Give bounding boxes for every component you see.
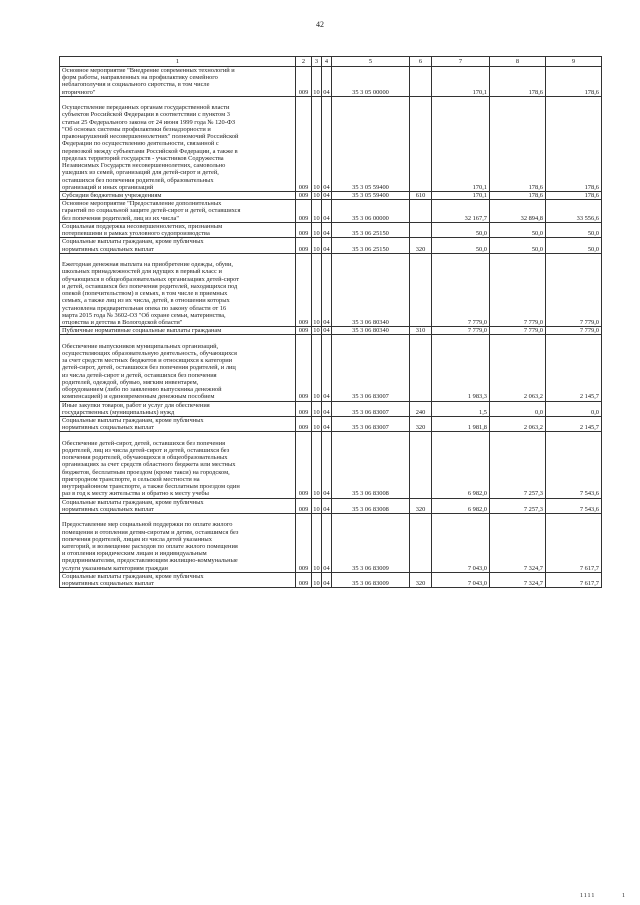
row-value: 35 3 05 00000 (332, 67, 410, 97)
header-cell: 1 (60, 57, 296, 67)
row-value: 320 (410, 417, 432, 432)
page-number: 42 (316, 20, 324, 29)
row-value: 10 (312, 96, 322, 191)
row-value: 2 063,2 (490, 335, 546, 401)
row-value: 6 982,0 (432, 432, 490, 498)
table-row (60, 96, 602, 191)
row-value: 7 779,0 (432, 327, 490, 335)
table-row (60, 253, 602, 326)
header-cell: 4 (322, 57, 332, 67)
row-value: 35 3 05 59400 (332, 96, 410, 191)
row-value (410, 432, 432, 498)
row-value: 178,6 (490, 67, 546, 97)
row-value: 50,0 (432, 238, 490, 253)
row-value: 1,5 (432, 401, 490, 416)
row-value: 7 779,0 (546, 253, 602, 326)
row-description: Обеспечение выпускников муниципальных организаций, осуществляющих образовательную деятельность, обучающихся за счет средств местных бюджетов и относящихся к категории детей-сирот, детей, оставшихся без попечения родителей, и лиц из числа детей-сирот и детей, оставшихся без попечения родителей, одеждой, обувью, мягким инвентарем, оборудованием (либо по заявлению выпускника денежной компенсацией) и единовременным денежным пособием (60, 335, 296, 401)
row-description: Ежегодная денежная выплата на приобретение одежды, обуви, школьных принадлежностей для идущих в первый класс и обучающихся в общеобразовательных организациях детей-сирот и детей, оставшихся без попечения родителей, находящихся под опекой (попечительством) в семьях, в том числе в приемных семьях, а также лиц из их числа, детей, в отношении которых установлена предварительная опека по закону области от 16 марта 2015 года № 3602-ОЗ "Об охране семьи, материнства, отцовства и детства в Вологодской области" (60, 253, 296, 326)
row-value: 009 (296, 572, 312, 587)
row-value: 35 3 06 83008 (332, 432, 410, 498)
row-value: 04 (322, 200, 332, 223)
row-value: 178,6 (546, 191, 602, 199)
row-description: Социальные выплаты гражданам, кроме публичных нормативных социальных выплат (60, 498, 296, 513)
row-value: 35 3 06 83009 (332, 572, 410, 587)
row-value: 2 063,2 (490, 417, 546, 432)
table-row (60, 335, 602, 401)
row-description: Социальные выплаты гражданам, кроме публичных нормативных социальных выплат (60, 572, 296, 587)
row-value: 320 (410, 572, 432, 587)
table-row (60, 191, 602, 199)
row-value: 7 617,7 (546, 514, 602, 573)
row-value: 10 (312, 498, 322, 513)
row-value: 50,0 (546, 238, 602, 253)
row-value: 7 324,7 (490, 514, 546, 573)
row-description: Социальная поддержка несовершеннолетних, признанным потерпевшими в рамках уголовного судопроизводства (60, 222, 296, 237)
row-value: 10 (312, 335, 322, 401)
row-value: 009 (296, 514, 312, 573)
row-value: 35 3 06 83007 (332, 401, 410, 416)
row-value: 170,1 (432, 96, 490, 191)
row-value: 50,0 (546, 222, 602, 237)
row-value: 009 (296, 96, 312, 191)
row-value: 04 (322, 498, 332, 513)
row-value: 2 145,7 (546, 335, 602, 401)
row-description: Основное мероприятие "Предоставление дополнительных гарантий по социальной защите детей-сирот и детей, оставшихся без попечения родителей, лиц из их числа" (60, 200, 296, 223)
budget-table (59, 56, 602, 588)
row-value: 2 145,7 (546, 417, 602, 432)
row-value: 6 982,0 (432, 498, 490, 513)
row-value: 04 (322, 514, 332, 573)
row-value: 04 (323, 191, 330, 199)
row-value: 04 (322, 67, 332, 97)
header-cell: 8 (490, 57, 546, 67)
row-description: Социальные выплаты гражданам, кроме публичных нормативных социальных выплат (60, 238, 296, 253)
row-value: 10 (313, 327, 320, 335)
header-cell: 9 (546, 57, 602, 67)
table-row (60, 417, 602, 432)
row-value (410, 222, 432, 237)
table-row (60, 67, 602, 97)
row-description: Осуществление переданных органам государственной власти субъектов Российской Федерации в соответствии с пунктом 3 статьи 25 Федерального закона от 24 июня 1999 года № 120-ФЗ "Об основах системы профилактики безнадзорности и правонарушений несовершеннолетних" полномочий Российской Федерации по осуществлению деятельности, связанной с перевозкой между субъектами Российской Федерации, а также в пределах территорий государств - участников Содружества Независимых Государств несовершеннолетних, самовольно ушедших из семей, организаций для детей-сирот и детей, оставшихся без попечения родителей, образовательных организаций и иных организаций (60, 96, 296, 191)
row-value: 32 894,8 (490, 200, 546, 223)
row-value: 50,0 (432, 222, 490, 237)
row-value: 04 (322, 222, 332, 237)
row-value: 320 (410, 498, 432, 513)
scan-mark: 1 (622, 893, 625, 899)
row-value: 35 3 06 80340 (332, 253, 410, 326)
row-description: Субсидии бюджетным учреждениям (60, 191, 296, 199)
row-description: Социальные выплаты гражданам, кроме публичных нормативных социальных выплат (60, 417, 296, 432)
row-value: 10 (312, 222, 322, 237)
row-value: 610 (410, 191, 432, 199)
row-value: 009 (296, 67, 312, 97)
row-value: 7 617,7 (546, 572, 602, 587)
row-value (410, 96, 432, 191)
row-value: 10 (312, 238, 322, 253)
row-value: 7 324,7 (490, 572, 546, 587)
row-value: 7 043,0 (432, 572, 490, 587)
row-value: 009 (296, 238, 312, 253)
table-row (60, 222, 602, 237)
row-value (410, 335, 432, 401)
row-value: 310 (410, 327, 432, 335)
row-value: 009 (296, 432, 312, 498)
row-value: 35 3 06 83007 (332, 335, 410, 401)
row-value: 35 3 06 00000 (332, 200, 410, 223)
row-value: 1 983,3 (432, 335, 490, 401)
row-description: Предоставление мер социальной поддержки по оплате жилого помещения и отопления детям-сиротам и детям, оставшимся без попечения родителей, лицам из числа детей указанных категорий, и возмещение расходов по оплате жилого помещения и отопления юридическим лицам и индивидуальным предпринимателям, предоставляющим жилищно-коммунальные услуги указанным категориям граждан (60, 514, 296, 573)
row-value: 7 779,0 (490, 327, 546, 335)
row-value: 7 779,0 (546, 327, 602, 335)
row-value (410, 200, 432, 223)
row-value: 33 556,6 (546, 200, 602, 223)
table-row (60, 572, 602, 587)
table-row (60, 432, 602, 498)
row-value: 04 (322, 253, 332, 326)
table-row (60, 200, 602, 223)
row-value: 10 (312, 572, 322, 587)
row-value: 10 (313, 191, 320, 199)
row-value: 10 (312, 514, 322, 573)
table-row (60, 327, 602, 335)
row-value: 04 (322, 417, 332, 432)
row-value (410, 67, 432, 97)
row-value (410, 514, 432, 573)
row-value: 7 779,0 (490, 253, 546, 326)
row-value: 009 (296, 498, 312, 513)
row-value: 35 3 06 80340 (332, 327, 410, 335)
header-cell: 3 (312, 57, 322, 67)
row-value: 35 3 06 83008 (332, 498, 410, 513)
row-value: 7 779,0 (432, 253, 490, 326)
header-row (60, 57, 602, 67)
row-value: 10 (312, 200, 322, 223)
row-value: 009 (296, 191, 312, 199)
row-description: Основное мероприятие "Внедрение современных технологий и форм работы, направленных на профилактику семейного неблагополучия и социального сиротства, в том числе вторичного" (60, 67, 296, 97)
header-cell: 5 (332, 57, 410, 67)
row-value: 10 (312, 253, 322, 326)
row-value: 35 3 05 59400 (332, 191, 410, 199)
row-value: 35 3 06 25150 (332, 238, 410, 253)
row-value: 35 3 06 83007 (332, 417, 410, 432)
row-value (410, 253, 432, 326)
row-value: 10 (312, 417, 322, 432)
row-value: 04 (322, 238, 332, 253)
row-value: 009 (296, 200, 312, 223)
row-value: 04 (322, 572, 332, 587)
row-value: 178,6 (546, 67, 602, 97)
row-value: 04 (322, 432, 332, 498)
row-value: 7 257,3 (490, 498, 546, 513)
row-value: 178,6 (490, 191, 546, 199)
row-description: Публичные нормативные социальные выплаты гражданам (60, 327, 296, 335)
row-value: 50,0 (490, 238, 546, 253)
row-value: 7 257,3 (490, 432, 546, 498)
row-value: 009 (296, 253, 312, 326)
row-value: 35 3 06 25150 (332, 222, 410, 237)
row-value: 170,1 (432, 67, 490, 97)
row-description: Обеспечение детей-сирот, детей, оставшихся без попечения родителей, лиц из числа детей-сирот и детей, оставшихся без попечения родителей, обучающихся в общеобразовательных организациях за счет средств областного бюджета или местных бюджетов, бесплатным проездом (кроме такси) на городском, пригородном транспорте, в сельской местности на внутрирайонном транспорте, а также бесплатным проездом один раз в год к месту жительства и обратно к месту учебы (60, 432, 296, 498)
row-value: 04 (322, 401, 332, 416)
row-description: Иные закупки товаров, работ и услуг для обеспечения государственных (муниципальных) нужд (60, 401, 296, 416)
scan-mark: 1111 (580, 893, 596, 899)
table-row (60, 514, 602, 573)
row-value: 35 3 06 83009 (332, 514, 410, 573)
row-value: 170,1 (432, 191, 490, 199)
row-value: 009 (296, 327, 312, 335)
row-value: 7 043,0 (432, 514, 490, 573)
row-value: 178,6 (490, 96, 546, 191)
row-value: 7 543,6 (546, 432, 602, 498)
row-value: 50,0 (490, 222, 546, 237)
row-value: 0,0 (546, 401, 602, 416)
row-value: 7 543,6 (546, 498, 602, 513)
table-row (60, 238, 602, 253)
header-cell: 2 (296, 57, 312, 67)
row-value: 240 (410, 401, 432, 416)
row-value: 04 (323, 327, 330, 335)
header-cell: 7 (432, 57, 490, 67)
row-value: 009 (296, 417, 312, 432)
table-row (60, 498, 602, 513)
row-value: 32 167,7 (432, 200, 490, 223)
row-value: 04 (322, 96, 332, 191)
row-value: 10 (312, 401, 322, 416)
row-value: 04 (322, 335, 332, 401)
row-value: 10 (312, 432, 322, 498)
row-value: 009 (296, 335, 312, 401)
row-value: 178,6 (546, 96, 602, 191)
table-row (60, 401, 602, 416)
row-value: 009 (296, 401, 312, 416)
row-value: 320 (410, 238, 432, 253)
row-value: 10 (312, 67, 322, 97)
row-value: 009 (296, 222, 312, 237)
row-value: 0,0 (490, 401, 546, 416)
row-value: 1 981,8 (432, 417, 490, 432)
header-cell: 6 (410, 57, 432, 67)
